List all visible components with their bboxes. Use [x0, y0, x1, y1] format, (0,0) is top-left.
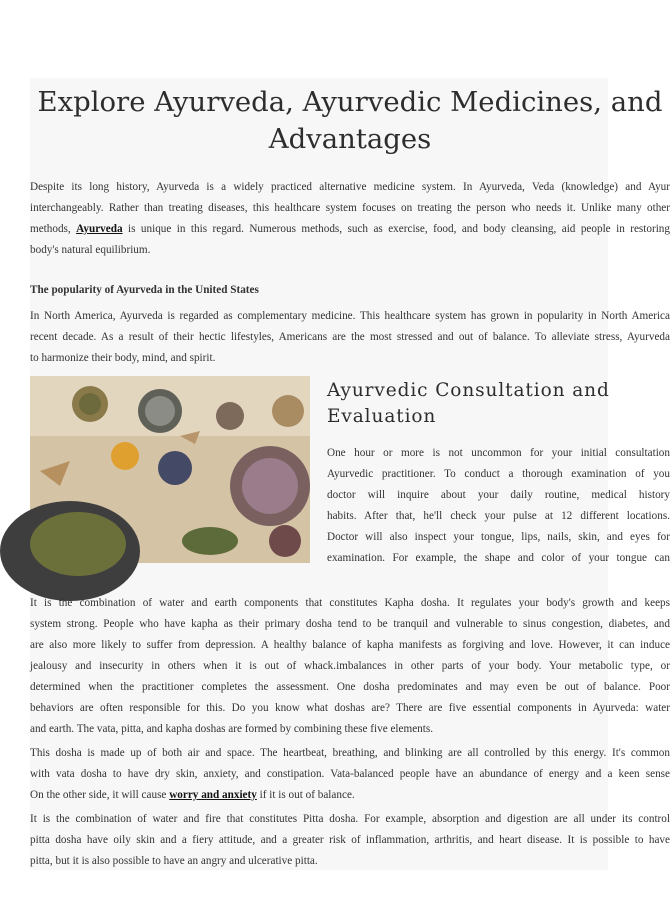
kapha-line-4: jealousy and insecurity in others when it is out of whack.imbalances in other parts of your body. Your metabolic type, or	[30, 660, 670, 672]
consult-line-1: One hour or more is not uncommon for your initial consultation	[327, 447, 670, 459]
pitta-line-3: pitta, but it is also possible to have an angry and ulcerative pitta.	[30, 855, 318, 867]
worry-anxiety-link[interactable]: worry and anxiety	[169, 789, 257, 801]
pitta-line-2: pitta dosha have oily skin and a fiery attitude, and a greater risk of inflammation, arthritis, and heart disease. It is possible to have	[30, 834, 670, 846]
intro-link-prefix: methods,	[30, 223, 71, 235]
usa-subheading: The popularity of Ayurveda in the United States	[30, 284, 259, 296]
intro-line-1: Despite its long history, Ayurveda is a widely practiced alternative medicine system. In Ayurveda, Veda (knowledge) and Ayur	[30, 181, 670, 193]
kapha-line-6: behaviors are often responsible for this. Do you know what doshas are? There are five essential components in Ayurveda: water	[30, 702, 670, 714]
consult-line-3: doctor will inquire about your daily routine, medical history	[327, 489, 670, 501]
usa-line-1: In North America, Ayurveda is regarded as complementary medicine. This healthcare system has grown in popularity in North America	[30, 310, 670, 322]
vata-line-3	[30, 788, 355, 802]
usa-line-2: recent decade. As a result of their hectic lifestyles, Americans are the most stressed and out of balance. To alleviate stress, Ayurveda	[30, 331, 670, 343]
consult-line-5: Doctor will also inspect your tongue, lips, nails, skin, and eyes for	[327, 531, 670, 543]
consultation-heading-line-1: Ayurvedic Consultation and	[327, 380, 610, 401]
kapha-line-1: It is the combination of water and earth components that constitutes Kapha dosha. It regulates your body's growth and keeps	[30, 597, 670, 609]
kapha-line-2: system strong. People who have kapha as their primary dosha tend to be tranquil and vulnerable to sinus congestion, diabetes, and	[30, 618, 670, 630]
consultation-heading-line-2: Evaluation	[327, 406, 437, 427]
kapha-line-7: and earth. The vata, pitta, and kapha doshas are formed by combining these five elements.	[30, 723, 434, 735]
pitta-line-1: It is the combination of water and fire that constitutes Pitta dosha. For example, absorption and digestion are all under its control	[30, 813, 670, 825]
vata-line-3-suffix: if it is out of balance.	[259, 789, 355, 801]
consult-line-2: Ayurvedic practitioner. To conduct a thorough examination of you	[327, 468, 670, 480]
kapha-line-3: are also more likely to suffer from depression. A healthy balance of kapha manifests as forgiving and love. However, it can induce	[30, 639, 670, 651]
consult-line-4: habits. After that, he'll check your pulse at 12 different locations.	[327, 510, 670, 522]
ayurvedic-herbs-photo	[30, 376, 310, 563]
consult-line-6: examination. For example, the shape and color of your tongue can	[327, 552, 670, 564]
title-line-1: Explore Ayurveda, Ayurvedic Medicines, and	[37, 86, 663, 118]
usa-line-3: to harmonize their body, mind, and spirit.	[30, 352, 216, 364]
intro-line-2: interchangeably. Rather than treating diseases, this healthcare system focuses on treating the person who needs it. Unlike many other	[30, 202, 670, 214]
kapha-line-5: determined when the practitioner completes the assessment. One dosha predominates and may even be out of balance. Poor	[30, 681, 670, 693]
article-title	[30, 84, 670, 158]
title-line-2: Advantages	[268, 123, 432, 155]
document-page	[30, 78, 670, 870]
vata-line-1: This dosha is made up of both air and space. The heartbeat, breathing, and blinking are all controlled by this energy. It's common	[30, 747, 670, 759]
vata-line-3-prefix: On the other side, it will cause	[30, 789, 167, 801]
ayurveda-link[interactable]: Ayurveda	[76, 223, 123, 235]
intro-line-3-text: is unique in this regard. Numerous methods, such as exercise, food, and body cleansing, aid people in restoring	[128, 223, 670, 235]
intro-line-4: body's natural equilibrium.	[30, 244, 151, 256]
intro-line-3	[30, 222, 670, 236]
vata-line-2: with vata dosha to have dry skin, anxiety, and constipation. Vata-balanced people have an abundance of energy and a keen sense	[30, 768, 670, 780]
consultation-heading	[327, 378, 667, 430]
